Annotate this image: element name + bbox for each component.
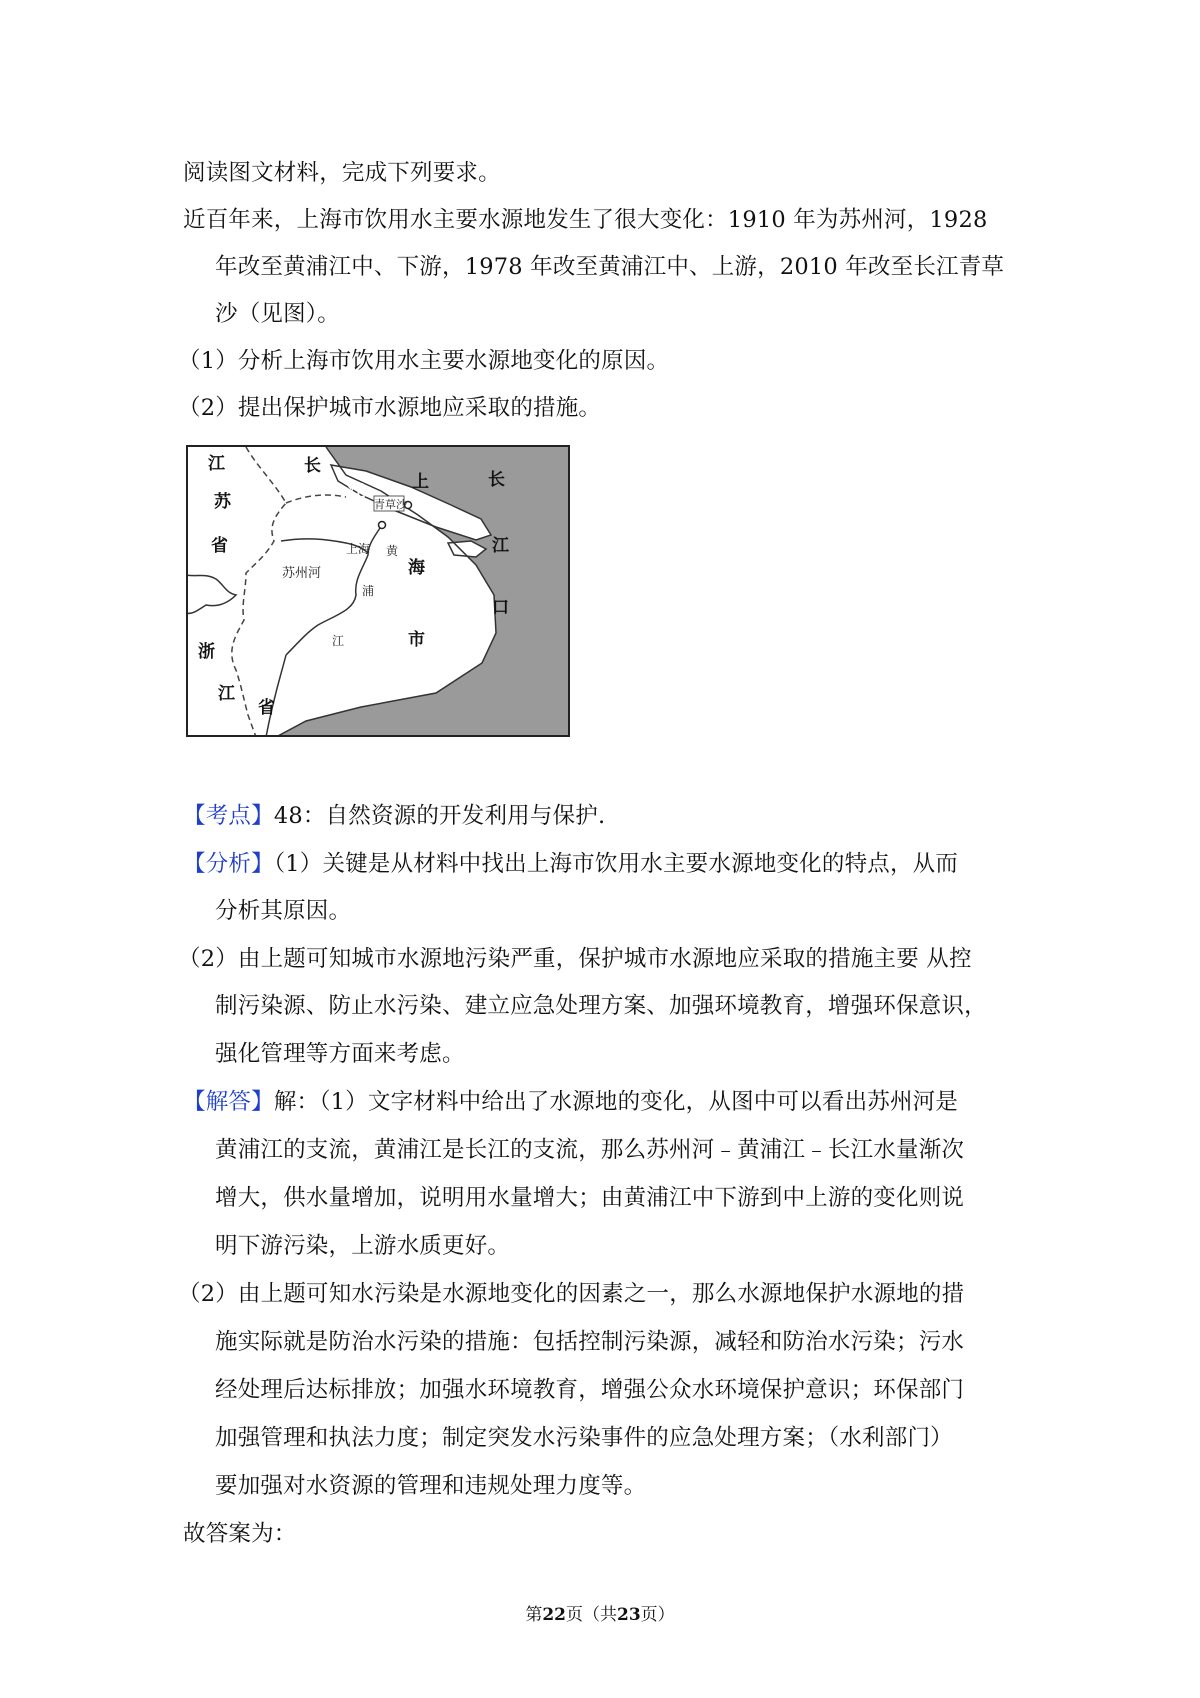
footer-mid: 页（共 [566,1605,617,1625]
jieda-line-7: 经处理后达标排放；加强水环境教育，增强公众水环境保护意识；环保部门 [215,1377,965,1403]
jieda-line-8: 加强管理和执法力度；制定突发水污染事件的应急处理方案；（水利部门） [215,1425,953,1451]
label-shanghai-city: 上海 [346,542,371,556]
jieda-line-2: 黄浦江的支流，黄浦江是长江的支流，那么苏州河﹣黄浦江﹣长江水量渐次 [215,1137,965,1163]
label-zhejiang-3: 省 [258,698,275,718]
kaodian-tag: 【考点】 [183,803,274,829]
page-footer [0,1600,1200,1625]
footer-suffix: 页） [640,1605,675,1625]
label-zhejiang-2: 江 [218,684,235,704]
label-changjiangkou-2: 江 [492,536,509,556]
fenxi-line-5: 强化管理等方面来考虑。 [215,1041,465,1067]
material-line-2: 年改至黄浦江中、下游，1978 年改至黄浦江中、上游，2010 年改至长江青草 [215,254,1005,280]
kaodian-text: 48：自然资源的开发利用与保护. [273,803,606,829]
jieda-tag: 【解答】 [183,1089,274,1115]
fenxi-line-1 [183,840,958,888]
fenxi-tag: 【分析】 [183,851,274,877]
footer-total-pages: 23 [617,1605,641,1625]
label-changjiangkou-3: 口 [492,598,509,618]
fenxi-line-3: （2）由上题可知城市水源地污染严重，保护城市水源地应采取的措施主要 从控 [178,946,972,972]
label-huangpu-1: 黄 [386,544,399,558]
fenxi-text-1: （1）关键是从材料中找出上海市饮用水主要水源地变化的特点，从而 [273,851,959,877]
label-shanghaishi-2: 市 [408,630,425,650]
fenxi-line-2: 分析其原因。 [215,898,352,924]
shanghai-marker [379,522,386,529]
jieda-text-1: 解：（1）文字材料中给出了水源地的变化，从图中可以看出苏州河是 [273,1089,959,1115]
label-suzhouhe: 苏州河 [282,566,322,581]
label-zhejiang-1: 浙 [198,642,215,662]
label-huangpu-2: 浦 [362,584,375,598]
question-1: （1）分析上海市饮用水主要水源地变化的原因。 [178,348,670,374]
label-jiangsu-1: 江 [208,454,225,474]
label-huangpu-3: 江 [332,634,345,648]
question-2: （2）提出保护城市水源地应采取的措施。 [178,395,602,421]
material-line-3: 沙（见图）。 [215,301,340,327]
jieda-line-9: 要加强对水资源的管理和违规处理力度等。 [215,1473,647,1499]
footer-prefix: 第 [525,1605,543,1625]
label-changjiang-1: 长 [304,456,321,476]
label-jiangsu-3: 省 [211,536,228,556]
label-shang: 上 [412,472,429,492]
footer-page-number: 22 [542,1605,566,1625]
label-qingcaosha: 青草沙 [374,498,407,511]
label-changjiangkou-1: 长 [488,470,505,490]
jieda-line-3: 增大，供水量增加，说明用水量增大；由黄浦江中下游到中上游的变化则说 [215,1185,965,1211]
jieda-line-6: 施实际就是防治水污染的措施：包括控制污染源，减轻和防治水污染；污水 [215,1329,965,1355]
jieda-line-4: 明下游污染，上游水质更好。 [215,1233,511,1259]
intro-text: 阅读图文材料，完成下列要求。 [183,160,501,186]
jieda-line-1 [183,1078,958,1126]
kaodian-line [183,792,605,840]
shanghai-map [186,445,570,737]
label-shanghaishi-1: 海 [408,558,425,578]
label-changjiang-2: 江 [348,482,365,502]
jieda-line-10: 故答案为： [183,1521,297,1547]
fenxi-line-4: 制污染源、防止水污染、建立应急处理方案、加强环境教育，增强环保意识， [215,993,987,1019]
jieda-line-5: （2）由上题可知水污染是水源地变化的因素之一，那么水源地保护水源地的措 [178,1281,965,1307]
label-jiangsu-2: 苏 [214,492,231,512]
material-line-1: 近百年来，上海市饮用水主要水源地发生了很大变化：1910 年为苏州河，1928 [183,207,988,233]
